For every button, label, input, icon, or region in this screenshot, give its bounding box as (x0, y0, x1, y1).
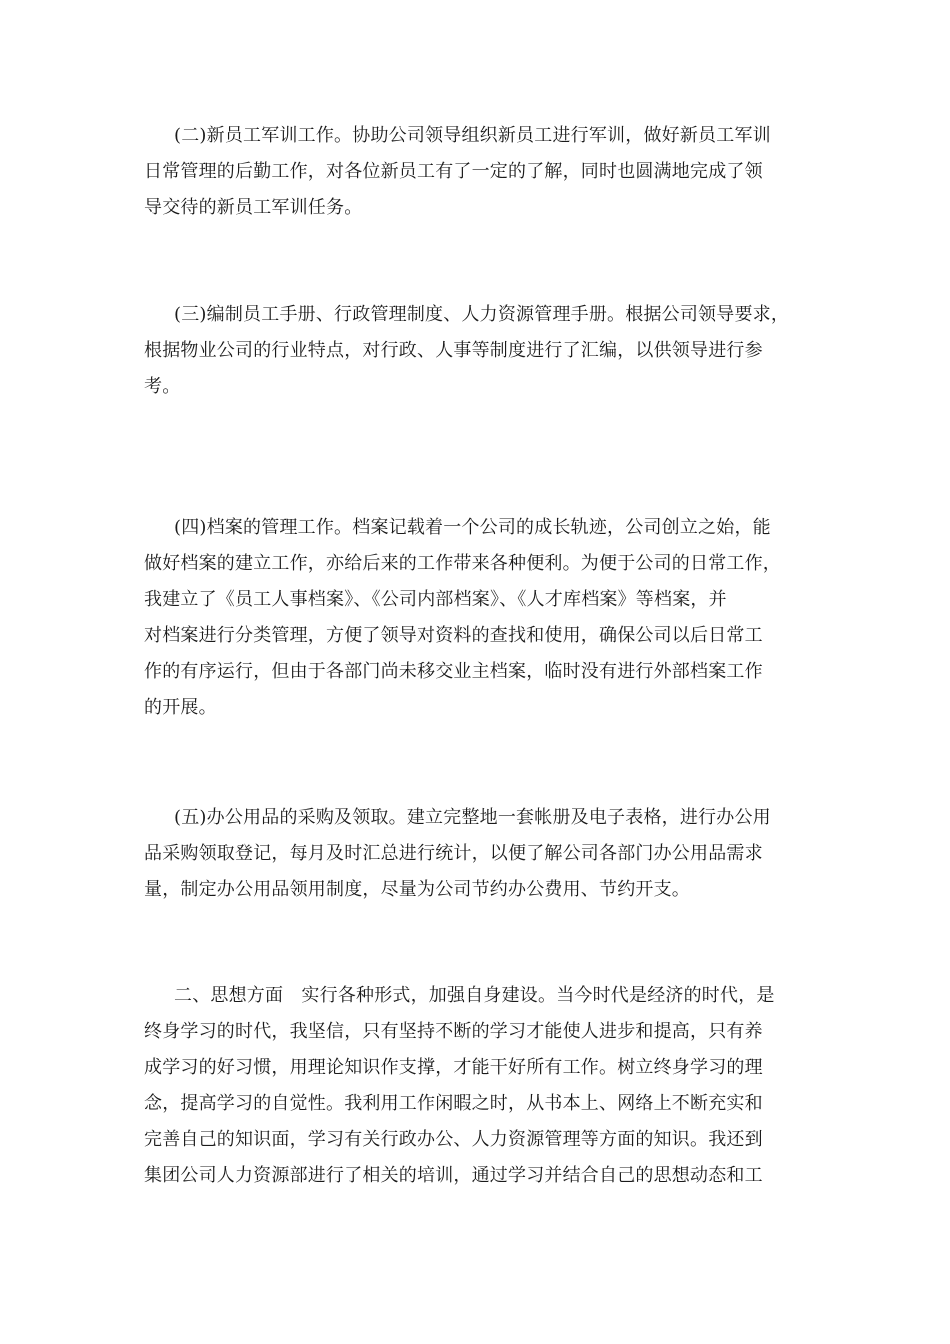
text-line: 集团公司人力资源部进行了相关的培训，通过学习并结合自己的思想动态和工 (144, 1165, 763, 1186)
text-line: 导交待的新员工军训任务。 (144, 197, 363, 218)
text-line: 成学习的好习惯，用理论知识作支撑，才能干好所有工作。树立终身学习的理 (144, 1057, 763, 1078)
text-line: (四)档案的管理工作。档案记载着一个公司的成长轨迹，公司创立之始，能 (174, 517, 771, 538)
paragraph-office-supplies (144, 800, 804, 908)
text-line: 的开展。 (144, 697, 217, 718)
text-line: 对档案进行分类管理，方便了领导对资料的查找和使用，确保公司以后日常工 (144, 625, 763, 646)
text-line: 念，提高学习的自觉性。我利用工作闲暇之时，从书本上、网络上不断充实和 (144, 1093, 763, 1114)
paragraph-military-training (144, 118, 804, 226)
paragraph-archive-management (144, 510, 804, 726)
text-line: 作的有序运行，但由于各部门尚未移交业主档案，临时没有进行外部档案工作 (144, 661, 763, 682)
text-line: 二、思想方面 实行各种形式，加强自身建设。当今时代是经济的时代，是 (174, 985, 775, 1006)
text-line: (三)编制员工手册、行政管理制度、人力资源管理手册。根据公司领导要求， (174, 304, 790, 325)
text-line: (二)新员工军训工作。协助公司领导组织新员工进行军训，做好新员工军训 (174, 125, 771, 146)
text-line: (五)办公用品的采购及领取。建立完整地一套帐册及电子表格，进行办公用 (174, 807, 771, 828)
paragraph-ideology (144, 978, 804, 1194)
text-line: 根据物业公司的行业特点，对行政、人事等制度进行了汇编，以供领导进行参 (144, 340, 763, 361)
text-line: 品采购领取登记，每月及时汇总进行统计，以便了解公司各部门办公用品需求 (144, 843, 763, 864)
text-line: 做好档案的建立工作，亦给后来的工作带来各种便利。为便于公司的日常工作， (144, 553, 781, 574)
paragraph-employee-handbook (144, 297, 804, 405)
text-line: 完善自己的知识面，学习有关行政办公、人力资源管理等方面的知识。我还到 (144, 1129, 763, 1150)
text-line: 我建立了《员工人事档案》、《公司内部档案》、《人才库档案》等档案，并 (144, 589, 727, 610)
text-line: 终身学习的时代，我坚信，只有坚持不断的学习才能使人进步和提高，只有养 (144, 1021, 763, 1042)
text-line: 日常管理的后勤工作，对各位新员工有了一定的了解，同时也圆满地完成了领 (144, 161, 763, 182)
text-line: 考。 (144, 376, 181, 397)
text-line: 量，制定办公用品领用制度，尽量为公司节约办公费用、节约开支。 (144, 879, 690, 900)
